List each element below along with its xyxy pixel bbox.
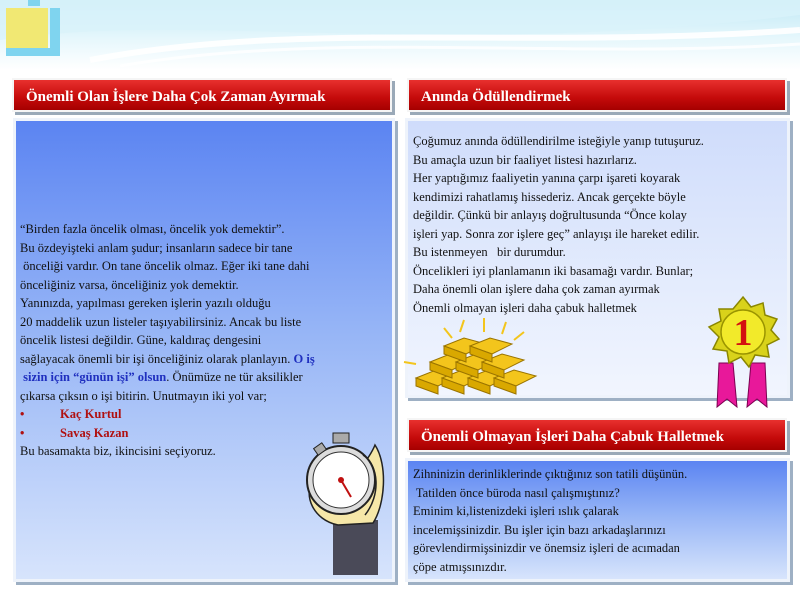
text-line: 20 maddelik uzun listeler taşıyabilirsiniz. Ancak bu liste bbox=[20, 314, 302, 329]
text-line: önceliği vardır. On tane öncelik olmaz. Eğer iki tane dahi bbox=[20, 259, 310, 273]
text-line: Önemli olmayan işleri daha çabuk halletmek bbox=[413, 300, 637, 315]
text-line: kendimizi rahatlamış hissederiz. Ancak gerçekte böyle bbox=[413, 189, 686, 204]
text-line: “Birden fazla öncelik olması, öncelik yok demektir”. bbox=[20, 222, 285, 236]
text-line: önceliğiniz varsa, önceliğiniz yok demektir. bbox=[20, 277, 239, 292]
gold-bars-icon bbox=[402, 318, 552, 398]
top-decoration bbox=[0, 0, 800, 70]
text-line: sağlayacak önemli bir işi önceliğiniz olarak planlayın. O iş bbox=[20, 351, 315, 366]
text-line: incelemişsinizdir. Bu işler için bazı arkadaşlarınızı bbox=[413, 522, 666, 537]
text-line: Bu istenmeyen bir durumdur. bbox=[413, 245, 566, 259]
text-line: değildir. Çünkü bir anlayış doğrultusunda “Önce kolay bbox=[413, 208, 687, 222]
yellow-square-icon bbox=[6, 8, 48, 48]
text-line: sizin için “günün işi” olsun. Önümüze ne tür aksilikler bbox=[20, 370, 303, 384]
wave-decoration bbox=[0, 0, 800, 70]
text-line: çıkarsa çıksın o işi bitirin. Unutmayın iki yol var; bbox=[20, 388, 267, 403]
medal-number: 1 bbox=[733, 312, 753, 354]
right-bottom-panel-title: Önemli Olmayan İşleri Daha Çabuk Halletmek bbox=[407, 418, 787, 452]
stopwatch-hand-icon bbox=[293, 425, 388, 575]
emphasis-text: O iş bbox=[293, 351, 315, 366]
text-line: Her yaptığımız faaliyetin yanına çarpı işareti koyarak bbox=[413, 171, 681, 185]
text-line: Tatilden önce büroda nasıl çalışmıştınız? bbox=[413, 485, 620, 500]
text-line: Öncelikleri iyi planlamanın iki basamağı vardır. Bunlar; bbox=[413, 263, 694, 278]
text-line: Bu basamakta biz, ikincisini seçiyoruz. bbox=[20, 444, 216, 458]
text-line: Zihninizin derinliklerinde çıktığınız son tatili düşünün. bbox=[413, 467, 688, 481]
text-line: Bu amaçla uzun bir faaliyet listesi hazırlarız. bbox=[413, 152, 637, 167]
bullet-item: • Kaç Kurtul bbox=[20, 407, 122, 421]
text-line: Yanınızda, yapılması gereken işlerin yazılı olduğu bbox=[20, 296, 271, 310]
right-top-panel-title: Anında Ödüllendirmek bbox=[407, 78, 787, 112]
left-panel-title: Önemli Olan İşlere Daha Çok Zaman Ayırmak bbox=[12, 78, 392, 112]
text-line: işleri yap. Sonra zor işlere geç” anlayışı ile hareket edilir. bbox=[413, 226, 700, 241]
right-bottom-panel-text bbox=[413, 465, 783, 576]
text-line: çöpe atmışsınızdır. bbox=[413, 559, 507, 574]
text-line: görevlendirmişsinizdir ve önemsiz işleri de acımadan bbox=[413, 541, 680, 555]
text-line: Daha önemli olan işlere daha çok zaman ayırmak bbox=[413, 282, 660, 296]
text-line: Bu özdeyişteki anlam şudur; insanların sadece bir tane bbox=[20, 240, 293, 255]
medal-icon bbox=[705, 295, 781, 413]
text-line: Çoğumuz anında ödüllendirilme isteğiyle yanıp tutuşuruz. bbox=[413, 134, 704, 148]
text-line: öncelik listesi değildir. Güne, kaldıraç dengesini bbox=[20, 333, 262, 347]
right-top-panel-text bbox=[413, 132, 783, 317]
text-line: Eminim ki,listenizdeki işleri ıslık çalarak bbox=[413, 504, 619, 518]
emphasis-text: sizin için “günün işi” olsun bbox=[20, 370, 167, 384]
bullet-item: • Savaş Kazan bbox=[20, 425, 129, 440]
